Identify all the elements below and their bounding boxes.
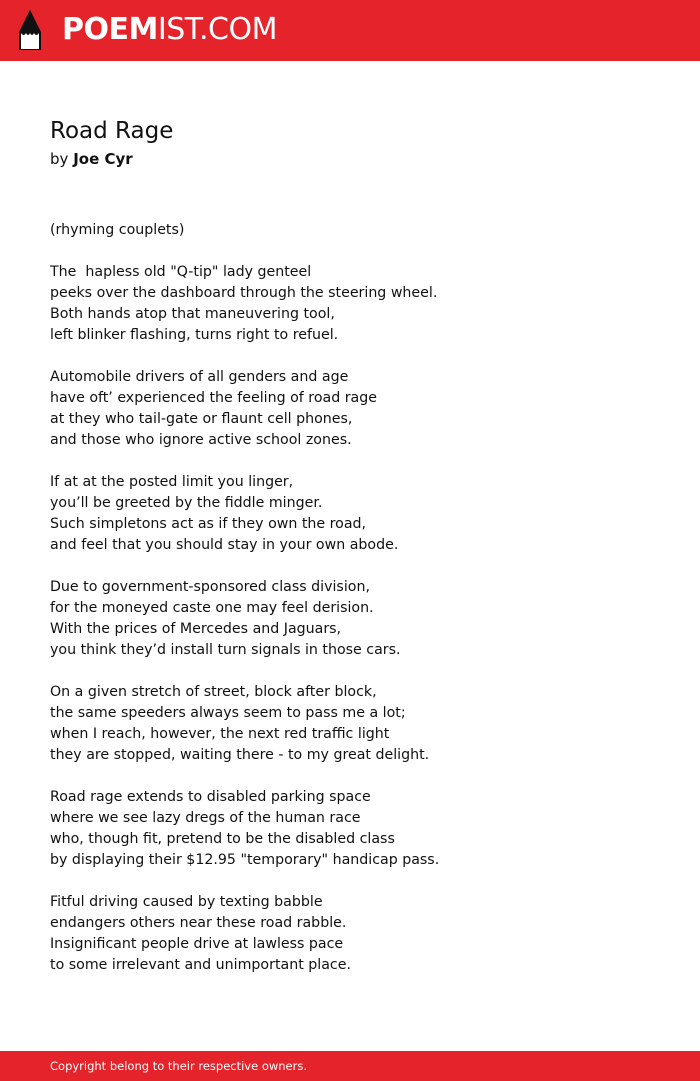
poem-line: With the prices of Mercedes and Jaguars,	[50, 621, 342, 637]
poem-line: The hapless old "Q-tip" lady genteel	[50, 264, 312, 280]
poem-line: when I reach, however, the next red traffic light	[50, 726, 390, 742]
poem-content	[50, 115, 650, 997]
poem-line: for the moneyed caste one may feel derision.	[50, 600, 374, 616]
poem-line: If at at the posted limit you linger,	[50, 474, 294, 490]
pencil-tip-icon[interactable]	[17, 9, 43, 51]
poem-line: you’ll be greeted by the fiddle minger.	[50, 495, 323, 511]
poem-line: Such simpletons act as if they own the road,	[50, 516, 367, 532]
poem-stanza	[50, 787, 650, 871]
poem-title: Road Rage	[50, 118, 174, 144]
poem-stanza	[50, 262, 650, 346]
byline	[50, 148, 650, 170]
poem-line: peeks over the dashboard through the steering wheel.	[50, 285, 438, 301]
poem-stanza	[50, 472, 650, 556]
poem-line: Both hands atop that maneuvering tool,	[50, 306, 335, 322]
site-footer	[0, 1051, 700, 1081]
poem-line: Automobile drivers of all genders and age	[50, 369, 349, 385]
poem-line: Insignificant people drive at lawless pace	[50, 936, 344, 952]
poem-line: Road rage extends to disabled parking space	[50, 789, 371, 805]
poem-stanza	[50, 220, 650, 241]
poem-line: endangers others near these road rabble.	[50, 915, 347, 931]
poem-line: have oft’ experienced the feeling of road rage	[50, 390, 377, 406]
copyright-text: Copyright belong to their respective owners.	[50, 1059, 308, 1073]
logo-light-text: IST.COM	[157, 12, 277, 47]
author-name: Joe Cyr	[73, 150, 133, 168]
poem-line: at they who tail-gate or flaunt cell phones,	[50, 411, 353, 427]
site-logo[interactable]	[62, 11, 277, 49]
poem-stanza	[50, 892, 650, 976]
poem-line: where we see lazy dregs of the human race	[50, 810, 361, 826]
poem-line: (rhyming couplets)	[50, 222, 185, 238]
poem-line: On a given stretch of street, block after block,	[50, 684, 377, 700]
poem-stanza	[50, 682, 650, 766]
poem-line: to some irrelevant and unimportant place.	[50, 957, 351, 973]
poem-line: you think they’d install turn signals in those cars.	[50, 642, 401, 658]
poem-body	[50, 220, 650, 976]
by-label: by	[50, 150, 69, 168]
poem-line: who, though fit, pretend to be the disabled class	[50, 831, 395, 847]
poem-line: and feel that you should stay in your own abode.	[50, 537, 399, 553]
logo-bold-text: POEM	[62, 12, 158, 47]
poem-stanza	[50, 577, 650, 661]
site-header	[0, 0, 700, 61]
poem-stanza	[50, 367, 650, 451]
poem-line: and those who ignore active school zones.	[50, 432, 352, 448]
poem-line: left blinker flashing, turns right to refuel.	[50, 327, 339, 343]
poem-line: Fitful driving caused by texting babble	[50, 894, 323, 910]
poem-line: the same speeders always seem to pass me a lot;	[50, 705, 406, 721]
poem-line: by displaying their $12.95 "temporary" handicap pass.	[50, 852, 440, 868]
poem-line: they are stopped, waiting there - to my great delight.	[50, 747, 430, 763]
poem-line: Due to government-sponsored class division,	[50, 579, 370, 595]
